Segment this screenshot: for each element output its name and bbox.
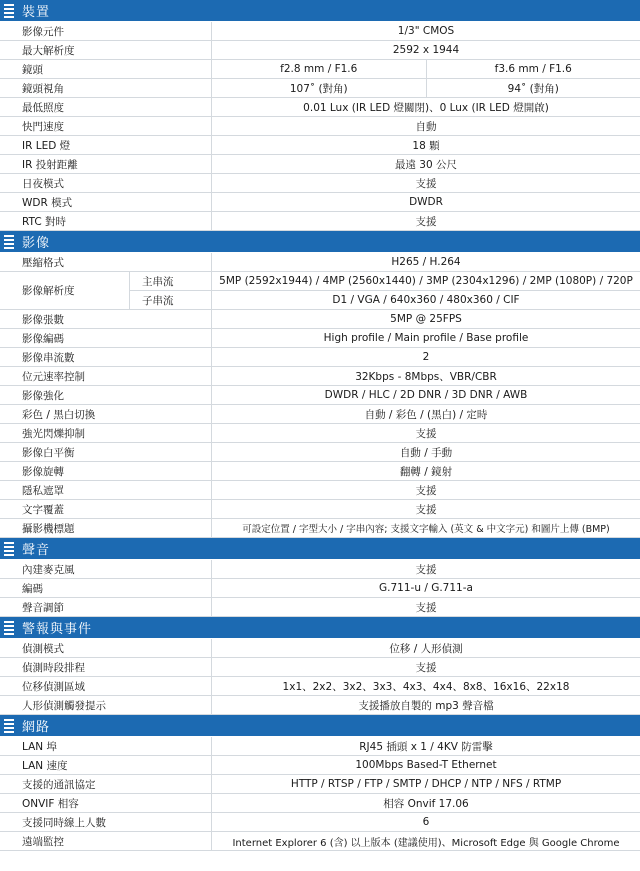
section-header-network xyxy=(0,715,640,737)
spec-value: G.711-u / G.711-a xyxy=(379,582,473,594)
spec-value: 支援 xyxy=(415,661,437,674)
spec-row xyxy=(0,117,640,136)
spec-label: IR 投射距離 xyxy=(0,155,212,173)
spec-row xyxy=(0,500,640,519)
spec-row xyxy=(0,424,640,443)
spec-value: 32Kbps - 8Mbps、VBR/CBR xyxy=(355,370,497,383)
spec-label: 內建麥克風 xyxy=(0,560,212,578)
spec-label: 位移偵測區域 xyxy=(0,677,212,695)
spec-sublabel-main: 主串流 xyxy=(142,275,174,288)
spec-value: 支援 xyxy=(415,601,437,614)
spec-label: LAN 埠 xyxy=(0,737,212,755)
spec-value: 2 xyxy=(422,351,430,363)
spec-value-main: 5MP (2592x1944) / 4MP (2560x1440) / 3MP (2304x1296) / 2MP (1080P) / 720P xyxy=(219,275,633,287)
spec-label: 影像串流數 xyxy=(0,348,212,366)
section-header-audio xyxy=(0,538,640,560)
spec-value: 自動 / 彩色 / (黑白) / 定時 xyxy=(364,408,488,421)
list-icon xyxy=(4,542,14,556)
spec-label: 最大解析度 xyxy=(0,41,212,59)
spec-row xyxy=(0,405,640,424)
spec-label: 壓縮格式 xyxy=(0,253,212,271)
spec-value: 支援播放自製的 mp3 聲音檔 xyxy=(358,699,494,712)
spec-row xyxy=(0,813,640,832)
spec-row xyxy=(0,193,640,212)
spec-value: 5MP @ 25FPS xyxy=(390,313,462,325)
spec-value: High profile / Main profile / Base profile xyxy=(323,332,529,344)
spec-row xyxy=(0,310,640,329)
spec-value: 最遠 30 公尺 xyxy=(394,158,458,171)
spec-label: 日夜模式 xyxy=(0,174,212,192)
spec-value: 自動 xyxy=(415,120,437,133)
section-title: 聲音 xyxy=(22,543,51,558)
spec-value: 0.01 Lux (IR LED 燈關閉)、0 Lux (IR LED 燈開啟) xyxy=(303,101,549,114)
spec-row xyxy=(0,462,640,481)
spec-value-left: f2.8 mm / F1.6 xyxy=(280,63,358,75)
spec-label: 支援的通訊協定 xyxy=(0,775,212,793)
spec-label: 影像張數 xyxy=(0,310,212,328)
spec-row xyxy=(0,60,640,79)
spec-value: 自動 / 手動 xyxy=(399,446,453,459)
spec-row xyxy=(0,794,640,813)
spec-value: 支援 xyxy=(415,427,437,440)
spec-row xyxy=(0,348,640,367)
section-header-alarm xyxy=(0,617,640,639)
spec-value: 可設定位置 / 字型大小 / 字串內容; 支援文字輸入 (英文 & 中文字元) 和圖片上傳 (BMP) xyxy=(242,524,610,535)
spec-value: Internet Explorer 6 (含) 以上版本 (建議使用)、Microsoft Edge 與 Google Chrome xyxy=(232,837,620,849)
spec-label: 位元速率控制 xyxy=(0,367,212,385)
list-icon xyxy=(4,719,14,733)
spec-value-sub: D1 / VGA / 640x360 / 480x360 / CIF xyxy=(212,290,640,309)
spec-label: 快門速度 xyxy=(0,117,212,135)
spec-value: 支援 xyxy=(415,215,437,228)
spec-row xyxy=(0,212,640,231)
spec-value: 位移 / 人形偵測 xyxy=(389,642,463,655)
spec-value: HTTP / RTSP / FTP / SMTP / DHCP / NTP / NFS / RTMP xyxy=(290,778,562,790)
spec-label: WDR 模式 xyxy=(0,193,212,211)
spec-value: 支援 xyxy=(415,484,437,497)
spec-value: 支援 xyxy=(415,503,437,516)
spec-value: 支援 xyxy=(415,563,437,576)
spec-label: 文字覆蓋 xyxy=(0,500,212,518)
spec-row xyxy=(0,658,640,677)
spec-row xyxy=(0,98,640,117)
spec-row xyxy=(0,677,640,696)
spec-value: 翻轉 / 鏡射 xyxy=(399,465,453,478)
spec-value: 18 顆 xyxy=(412,139,440,152)
spec-label: 影像強化 xyxy=(0,386,212,404)
spec-label: 影像編碼 xyxy=(0,329,212,347)
spec-label: LAN 速度 xyxy=(0,756,212,774)
spec-label: 最低照度 xyxy=(0,98,212,116)
list-icon xyxy=(4,4,14,18)
section-title: 裝置 xyxy=(22,5,51,20)
spec-row xyxy=(0,519,640,538)
spec-label: 遠端監控 xyxy=(0,832,212,850)
spec-row xyxy=(0,598,640,617)
spec-row xyxy=(0,639,640,658)
spec-label: 偵測模式 xyxy=(0,639,212,657)
spec-value: 支援 xyxy=(415,177,437,190)
spec-label: 影像解析度 xyxy=(0,272,130,309)
spec-value-right: f3.6 mm / F1.6 xyxy=(426,60,640,78)
spec-value: 1x1、2x2、3x2、3x3、4x3、4x4、8x8、16x16、22x18 xyxy=(282,680,570,693)
spec-value: RJ45 插頭 x 1 / 4KV 防雷擊 xyxy=(359,740,493,753)
spec-label: 鏡頭 xyxy=(0,60,212,78)
spec-label: RTC 對時 xyxy=(0,212,212,230)
section-header-device xyxy=(0,0,640,22)
spec-row xyxy=(0,560,640,579)
spec-label: 隱私遮罩 xyxy=(0,481,212,499)
spec-value-left: 107˚ (對角) xyxy=(289,82,348,95)
spec-row xyxy=(0,386,640,405)
spec-row xyxy=(0,22,640,41)
spec-label: 影像旋轉 xyxy=(0,462,212,480)
spec-value: DWDR / HLC / 2D DNR / 3D DNR / AWB xyxy=(324,389,528,401)
spec-row xyxy=(0,136,640,155)
spec-label: ONVIF 相容 xyxy=(0,794,212,812)
section-title: 網路 xyxy=(22,720,51,735)
spec-row xyxy=(0,367,640,386)
spec-label: 影像元件 xyxy=(0,22,212,40)
spec-label: 編碼 xyxy=(0,579,212,597)
spec-row xyxy=(0,155,640,174)
spec-row xyxy=(0,329,640,348)
section-header-video xyxy=(0,231,640,253)
spec-value: DWDR xyxy=(409,196,443,208)
spec-label: 彩色 / 黑白切換 xyxy=(0,405,212,423)
spec-label: 強光閃爍抑制 xyxy=(0,424,212,442)
spec-row xyxy=(0,579,640,598)
spec-label: 支援同時線上人數 xyxy=(0,813,212,831)
spec-value-right: 94˚ (對角) xyxy=(426,79,640,97)
spec-row xyxy=(0,481,640,500)
section-title: 警報與事件 xyxy=(22,622,93,637)
spec-value: 6 xyxy=(422,816,430,828)
spec-row xyxy=(0,253,640,272)
spec-sublabel-sub: 子串流 xyxy=(130,290,211,309)
spec-value: 2592 x 1944 xyxy=(392,44,460,56)
spec-label: 攝影機標題 xyxy=(0,519,212,537)
spec-row xyxy=(0,737,640,756)
spec-value: 1/3" CMOS xyxy=(397,25,455,37)
spec-label: IR LED 燈 xyxy=(0,136,212,154)
spec-row xyxy=(0,174,640,193)
spec-row-resolution xyxy=(0,272,640,310)
spec-label: 聲音調節 xyxy=(0,598,212,616)
spec-label: 偵測時段排程 xyxy=(0,658,212,676)
spec-label: 人形偵測觸發提示 xyxy=(0,696,212,714)
spec-value: 相容 Onvif 17.06 xyxy=(383,797,469,810)
spec-row xyxy=(0,756,640,775)
spec-row xyxy=(0,79,640,98)
spec-label: 鏡頭視角 xyxy=(0,79,212,97)
section-title: 影像 xyxy=(22,236,51,251)
list-icon xyxy=(4,235,14,249)
list-icon xyxy=(4,621,14,635)
spec-value: 100Mbps Based-T Ethernet xyxy=(355,759,497,771)
spec-row xyxy=(0,832,640,851)
spec-row xyxy=(0,41,640,60)
spec-value: H265 / H.264 xyxy=(391,256,461,268)
spec-row xyxy=(0,696,640,715)
spec-label: 影像白平衡 xyxy=(0,443,212,461)
spec-row xyxy=(0,443,640,462)
spec-row xyxy=(0,775,640,794)
